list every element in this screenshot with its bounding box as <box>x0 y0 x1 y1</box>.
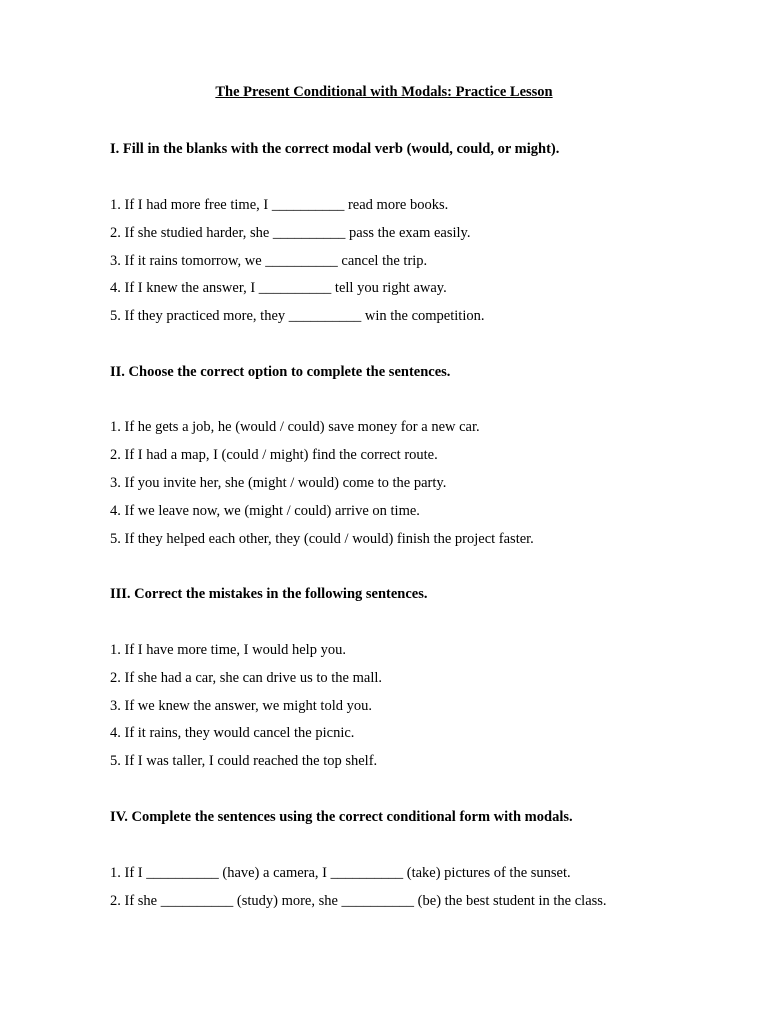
list-item: 2. If she __________ (study) more, she __________ (be) the best student in the class. <box>110 893 607 909</box>
list-item: 5. If I was taller, I could reached the top shelf. <box>110 753 378 769</box>
list-item: 2. If I had a map, I (could / might) find the correct route. <box>110 447 438 463</box>
list-item: 3. If we knew the answer, we might told you. <box>110 698 372 714</box>
list-item: 3. If it rains tomorrow, we __________ cancel the trip. <box>110 253 428 269</box>
list-item: 2. If she had a car, she can drive us to the mall. <box>110 670 383 686</box>
list-item: 5. If they practiced more, they __________ win the competition. <box>110 308 485 324</box>
list-item: 1. If I have more time, I would help you. <box>110 642 346 658</box>
list-item: 4. If I knew the answer, I __________ tell you right away. <box>110 280 447 296</box>
list-item: 4. If we leave now, we (might / could) arrive on time. <box>110 503 420 519</box>
list-item: 1. If I had more free time, I __________ read more books. <box>110 197 449 213</box>
list-item: 2. If she studied harder, she __________ pass the exam easily. <box>110 225 471 241</box>
list-item: 1. If he gets a job, he (would / could) save money for a new car. <box>110 419 480 435</box>
list-item: 1. If I __________ (have) a camera, I __________ (take) pictures of the sunset. <box>110 865 571 881</box>
section-heading-4: IV. Complete the sentences using the correct conditional form with modals. <box>110 809 573 825</box>
page-title: The Present Conditional with Modals: Practice Lesson <box>215 84 553 100</box>
section-heading-1: I. Fill in the blanks with the correct modal verb (would, could, or might). <box>110 141 560 157</box>
section-heading-3: III. Correct the mistakes in the following sentences. <box>110 586 428 602</box>
list-item: 3. If you invite her, she (might / would) come to the party. <box>110 475 447 491</box>
list-item: 4. If it rains, they would cancel the picnic. <box>110 725 355 741</box>
list-item: 5. If they helped each other, they (could / would) finish the project faster. <box>110 531 534 547</box>
section-heading-2: II. Choose the correct option to complete the sentences. <box>110 364 451 380</box>
